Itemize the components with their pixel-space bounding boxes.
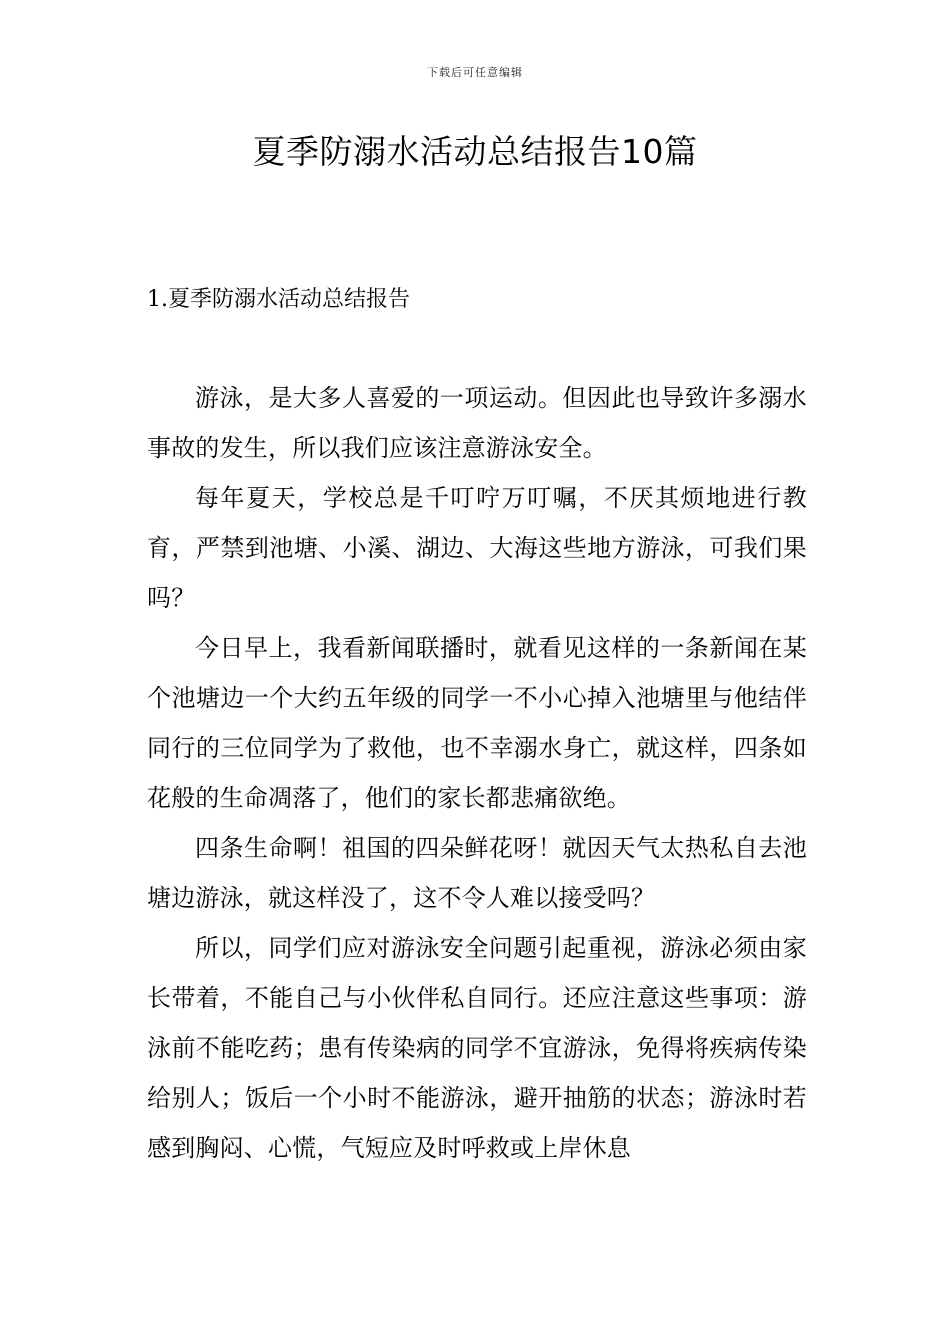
header-note: 下载后可任意编辑 — [427, 66, 523, 79]
paragraph: 所以，同学们应对游泳安全问题引起重视，游泳必须由家长带着，不能自己与小伙伴私自同行。还应注意这些事项：游泳前不能吃药；患有传染病的同学不宜游泳，免得将疾病传染给别人；饭后一个小时不能游泳，避开抽筋的状态；游泳时若感到胸闷、心慌，气短应及时呼救或上岸休息 — [147, 934, 807, 1162]
paragraph: 今日早上，我看新闻联播时，就看见这样的一条新闻在某个池塘边一个大约五年级的同学一不小心掉入池塘里与他结伴同行的三位同学为了救他，也不幸溺水身亡，就这样，四条如花般的生命凋落了，他们的家长都悲痛欲绝。 — [147, 634, 807, 812]
document-title: 夏季防溺水活动总结报告10篇 — [252, 132, 698, 171]
body-text — [147, 373, 807, 1173]
paragraph: 游泳，是大多人喜爱的一项运动。但因此也导致许多溺水事故的发生，所以我们应该注意游泳安全。 — [147, 384, 807, 462]
paragraph: 每年夏天，学校总是千叮咛万叮嘱，不厌其烦地进行教育，严禁到池塘、小溪、湖边、大海这些地方游泳，可我们果吗？ — [147, 484, 807, 612]
paragraph: 四条生命啊！祖国的四朵鲜花呀！就因天气太热私自去池塘边游泳，就这样没了，这不令人难以接受吗？ — [147, 834, 807, 912]
section-heading: 1.夏季防溺水活动总结报告 — [147, 287, 410, 312]
